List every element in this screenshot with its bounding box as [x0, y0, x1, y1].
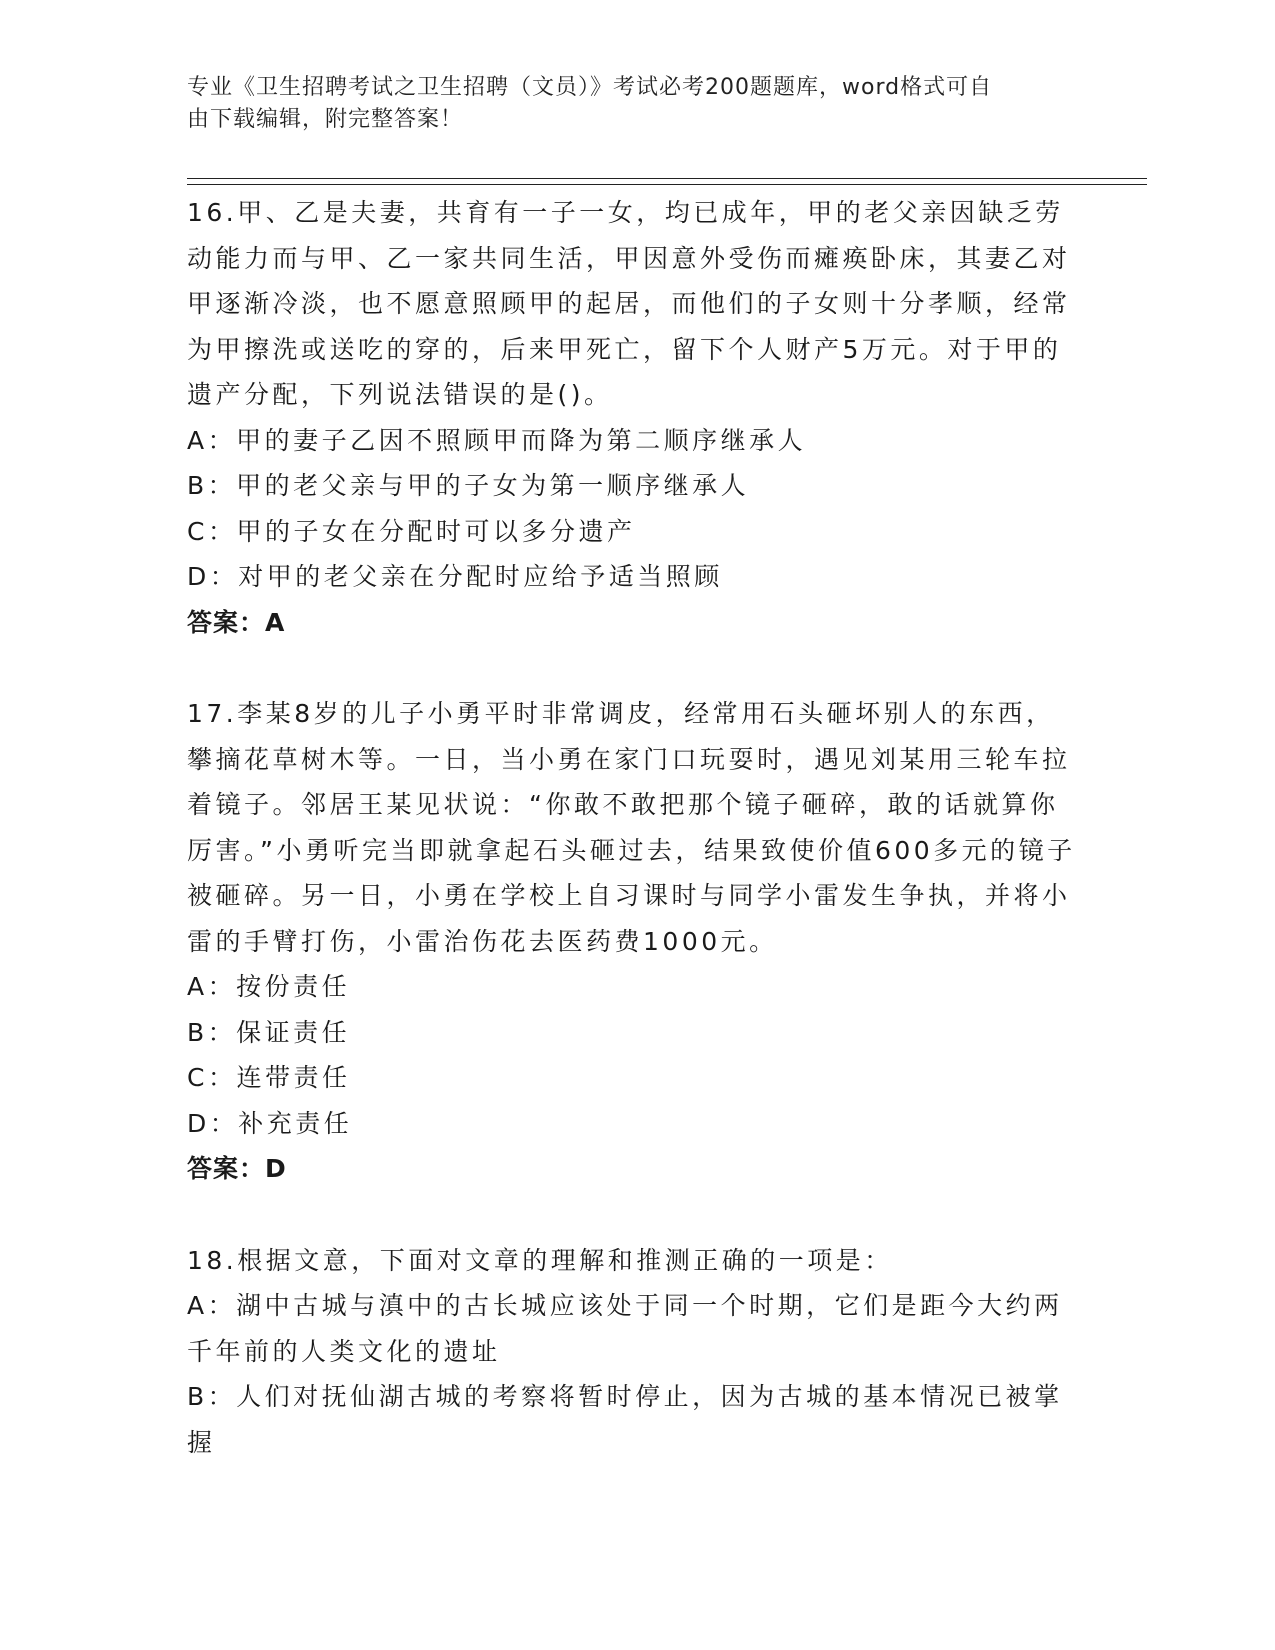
header-divider-top [187, 178, 1147, 179]
option-b: B：保证责任 [187, 1017, 351, 1047]
question-spacer [187, 1192, 1077, 1238]
header-line-2: 由下载编辑，附完整答案！ [187, 107, 464, 132]
option-c: C：连带责任 [187, 1063, 351, 1092]
question-17 [187, 691, 1077, 1192]
question-spacer [187, 645, 1077, 691]
header-line-1: 专业《卫生招聘考试之卫生招聘（文员）》考试必考200题题库，word格式可自 [187, 75, 993, 100]
option-d: D：对甲的老父亲在分配时应给予适当照顾 [187, 562, 723, 591]
option-c: C：甲的子女在分配时可以多分遗产 [187, 516, 636, 546]
option-a: A：湖中古城与滇中的古长城应该处于同一个时期，它们是距今大约两千年前的人类文化的遗址 [187, 1291, 1063, 1366]
answer-label: 答案：D [187, 1154, 287, 1183]
question-list [187, 190, 1077, 1465]
question-16 [187, 190, 1077, 645]
document-header [187, 72, 1067, 136]
header-divider-bottom [187, 184, 1147, 185]
option-a: A：甲的妻子乙因不照顾甲而降为第二顺序继承人 [187, 425, 807, 455]
option-a: A：按份责任 [187, 972, 351, 1001]
question-stem: 17.李某8岁的儿子小勇平时非常调皮，经常用石头砸坏别人的东西，攀摘花草树木等。一日，当小勇在家门口玩耍时，遇见刘某用三轮车拉着镜子。邻居王某见状说：“你敢不敢把那个镜子砸碎，敢的话就算你厉害。”小勇听完当即就拿起石头砸过去，结果致使价值600多元的镜子被砸碎。另一日，小勇在学校上自习课时与同学小雷发生争执，并将小雷的手臂打伤，小雷治伤花去医药费1000元。 [187, 699, 1076, 956]
question-stem: 16.甲、乙是夫妻，共育有一子一女，均已成年，甲的老父亲因缺乏劳动能力而与甲、乙一家共同生活，甲因意外受伤而瘫痪卧床，其妻乙对甲逐渐冷淡，也不愿意照顾甲的起居，而他们的子女则十分孝顺，经常为甲擦洗或送吃的穿的，后来甲死亡，留下个人财产5万元。对于甲的遗产分配，下列说法错误的是()。 [187, 198, 1071, 409]
question-18 [187, 1238, 1077, 1466]
answer-label: 答案：A [187, 607, 286, 637]
option-d: D：补充责任 [187, 1108, 353, 1138]
option-b: B：人们对抚仙湖古城的考察将暂时停止，因为古城的基本情况已被掌握 [187, 1382, 1063, 1457]
question-stem: 18.根据文意，下面对文章的理解和推测正确的一项是： [187, 1245, 893, 1275]
option-b: B：甲的老父亲与甲的子女为第一顺序继承人 [187, 471, 750, 500]
